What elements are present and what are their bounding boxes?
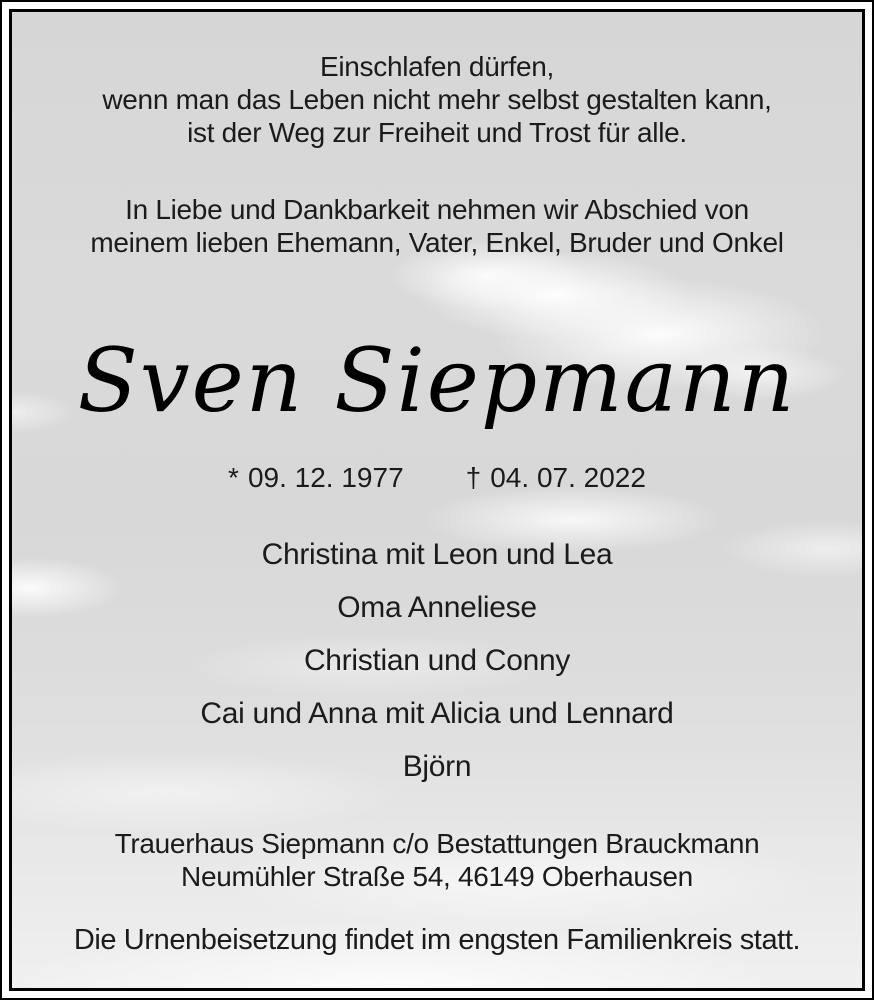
birth-date xyxy=(228,461,404,494)
mourner-line-3: Christian und Conny xyxy=(303,644,571,677)
intro-line-2: meinem lieben Ehemann, Vater, Enkel, Bruder und Onkel xyxy=(90,227,784,258)
mourner-line-2: Oma Anneliese xyxy=(337,591,537,624)
quote-line-3: ist der Weg zur Freiheit und Trost für alle. xyxy=(187,117,687,148)
farewell-intro xyxy=(12,193,862,259)
mourner-line-4: Cai und Anna mit Alicia und Lennard xyxy=(200,697,674,730)
death-date-value: 04. 07. 2022 xyxy=(490,462,646,493)
quote-line-2: wenn man das Leben nicht mehr selbst gestalten kann, xyxy=(102,84,772,115)
closing-note: Die Urnenbeisetzung findet im engsten Familienkreis statt. xyxy=(73,924,801,956)
life-dates xyxy=(12,461,862,494)
mourner-line-1: Christina mit Leon und Lea xyxy=(261,538,613,571)
funeral-home-address xyxy=(12,827,862,893)
deceased-name: Sven Siepmann xyxy=(77,329,797,432)
quote-line-1: Einschlafen dürfen, xyxy=(319,51,554,82)
intro-line-1: In Liebe und Dankbarkeit nehmen wir Abschied von xyxy=(125,194,749,225)
address-line-2: Neumühler Straße 54, 46149 Oberhausen xyxy=(181,861,693,892)
mourner-line-5: Björn xyxy=(402,750,472,783)
mourners-list xyxy=(12,528,862,793)
notice-inner-frame xyxy=(9,9,865,991)
death-cross-symbol: † xyxy=(465,462,482,493)
death-date xyxy=(466,461,646,494)
address-line-1: Trauerhaus Siepmann c/o Bestattungen Brauckmann xyxy=(114,828,760,859)
birth-date-value: 09. 12. 1977 xyxy=(247,462,404,493)
birth-star-symbol: * xyxy=(228,462,239,493)
opening-quote xyxy=(12,50,862,149)
